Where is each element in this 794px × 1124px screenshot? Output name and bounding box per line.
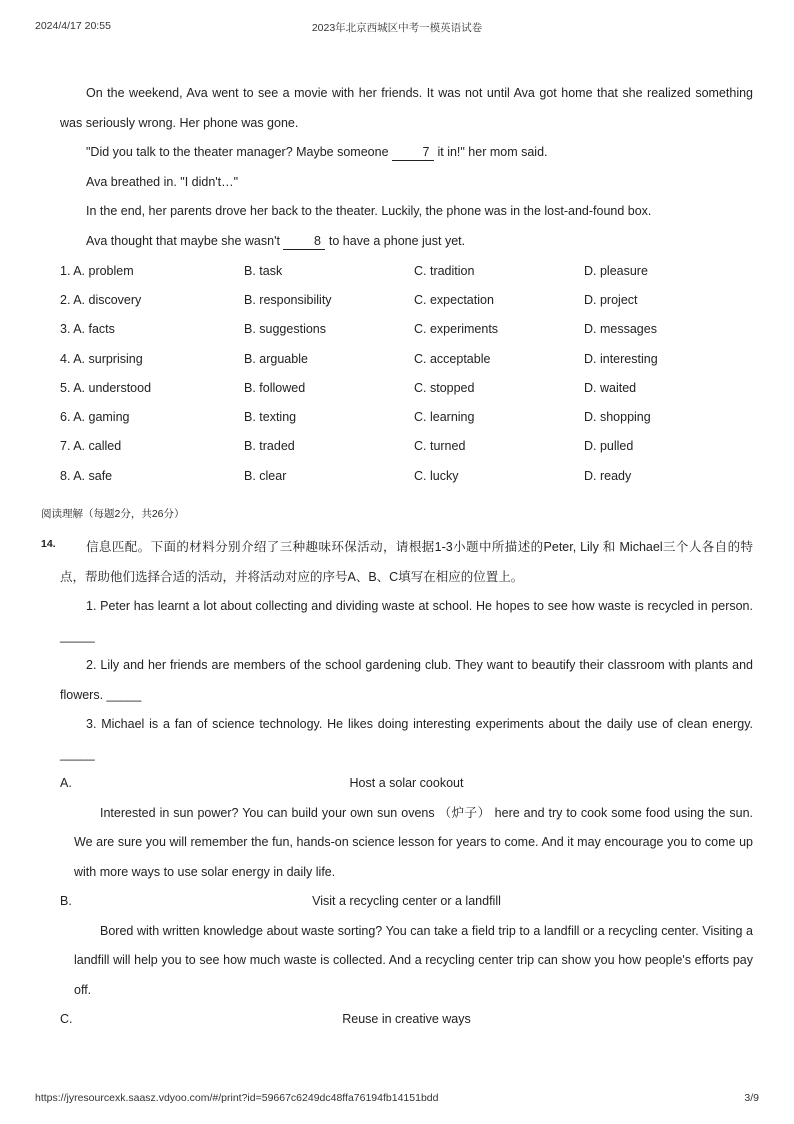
passage-paragraph: "Did you talk to the theater manager? Maybe someone 7 it in!" her mom said.: [86, 145, 548, 159]
option-a: 1. A. problem: [60, 263, 134, 278]
activity-text: Bored with written knowledge about waste sorting? You can take a field trip to a landfill or a recycling center. Visiting a landfill will help you to see how much waste is collected. And a recycling center trip can show you how people's efforts pay off.: [74, 923, 753, 997]
passage-paragraph: In the end, her parents drove her back to the theater. Luckily, the phone was in the lost-and-found box.: [86, 204, 652, 218]
cloze-passage: [60, 79, 753, 490]
option-d: D. messages: [584, 322, 657, 337]
question-instruction: 信息匹配。下面的材料分别介绍了三种趣味环保活动，请根据1-3小题中所描述的Peter, Lily 和 Michael三个人各自的特点，帮助他们选择合适的活动，并将活动对应的序号A、B、C填写在相应的位置上。: [60, 540, 753, 584]
blank-7: 7: [392, 145, 434, 161]
question-number: 14.: [41, 538, 56, 550]
match-item: 3. Michael is a fan of science technology. He likes doing interesting experiments about the daily use of clean energy. _____: [60, 717, 753, 761]
option-row: [60, 256, 753, 285]
option-b: B. arguable: [244, 351, 308, 366]
activity-title: Reuse in creative ways: [342, 1012, 471, 1026]
option-c: C. expectation: [414, 292, 494, 307]
passage-paragraph: On the weekend, Ava went to see a movie with her friends. It was not until Ava got home that she realized something was seriously wrong. Her phone was gone.: [60, 86, 753, 130]
option-c: C. acceptable: [414, 351, 491, 366]
option-a: 3. A. facts: [60, 322, 115, 337]
passage-paragraph: Ava thought that maybe she wasn't 8 to have a phone just yet.: [86, 233, 466, 248]
page-header-title: 2023年北京西城区中考一模英语试卷: [311, 22, 483, 34]
page-url: https://jyresourcexk.saasz.vdyoo.com/#/print?id=59667c6249dc48ffa76194fb14151bdd: [35, 1092, 439, 1104]
option-b: B. texting: [244, 410, 297, 425]
print-datetime: 2024/4/17 20:55: [35, 20, 111, 32]
activity-letter: A.: [60, 776, 72, 790]
option-a: 6. A. gaming: [60, 410, 130, 425]
option-b: B. clear: [244, 468, 287, 483]
option-a: 8. A. safe: [60, 468, 113, 483]
blank-8: 8: [283, 234, 325, 250]
option-row: [60, 344, 753, 373]
option-d: D. pulled: [584, 439, 634, 454]
option-d: D. interesting: [584, 351, 658, 366]
option-c: C. experiments: [414, 322, 499, 337]
option-d: D. ready: [584, 468, 632, 483]
activity-heading: [60, 769, 753, 799]
option-row: [60, 285, 753, 314]
option-c: C. learning: [414, 410, 475, 425]
option-row: [60, 402, 753, 431]
option-a: 4. A. surprising: [60, 351, 143, 366]
option-a: 5. A. understood: [60, 380, 152, 395]
option-c: C. lucky: [414, 468, 459, 483]
activity-heading: [60, 1005, 753, 1035]
option-c: C. tradition: [414, 263, 475, 278]
option-row: [60, 315, 753, 344]
match-item: 2. Lily and her friends are members of the school gardening club. They want to beautify their classroom with plants and flowers. _____: [60, 658, 753, 702]
page-number: 3/9: [744, 1092, 759, 1104]
option-row: [60, 432, 753, 461]
activity-letter: B.: [60, 894, 72, 908]
activity-letter: C.: [60, 1012, 73, 1026]
passage-paragraph: Ava breathed in. "I didn't…": [86, 174, 239, 189]
option-b: B. followed: [244, 380, 306, 395]
option-row: [60, 373, 753, 402]
option-b: B. suggestions: [244, 322, 326, 337]
option-a: 2. A. discovery: [60, 292, 142, 307]
option-c: C. turned: [414, 439, 466, 454]
section-title: 阅读理解（每题2分，共26分）: [41, 508, 185, 520]
option-d: D. waited: [584, 380, 637, 395]
option-row: [60, 461, 753, 490]
option-a: 7. A. called: [60, 439, 122, 454]
option-d: D. project: [584, 292, 638, 307]
activity-heading: [60, 887, 753, 917]
activity-text: Interested in sun power? You can build your own sun ovens （炉子） here and try to cook some food using the sun. We are sure you will remember the fun, hands-on science lesson for years to come. And it may encourage you to come up with more ways to use solar energy in daily life.: [74, 805, 753, 879]
match-item: 1. Peter has learnt a lot about collecting and dividing waste at school. He hopes to see how waste is recycled in person. _____: [60, 599, 753, 643]
option-d: D. shopping: [584, 410, 651, 425]
options-table: [60, 256, 753, 490]
option-b: B. task: [244, 263, 283, 278]
activity-title: Visit a recycling center or a landfill: [312, 894, 501, 908]
question-14: [41, 533, 753, 1035]
option-d: D. pleasure: [584, 263, 648, 278]
option-c: C. stopped: [414, 380, 475, 395]
option-b: B. responsibility: [244, 292, 332, 307]
option-b: B. traded: [244, 439, 295, 454]
activity-title: Host a solar cookout: [349, 776, 464, 790]
